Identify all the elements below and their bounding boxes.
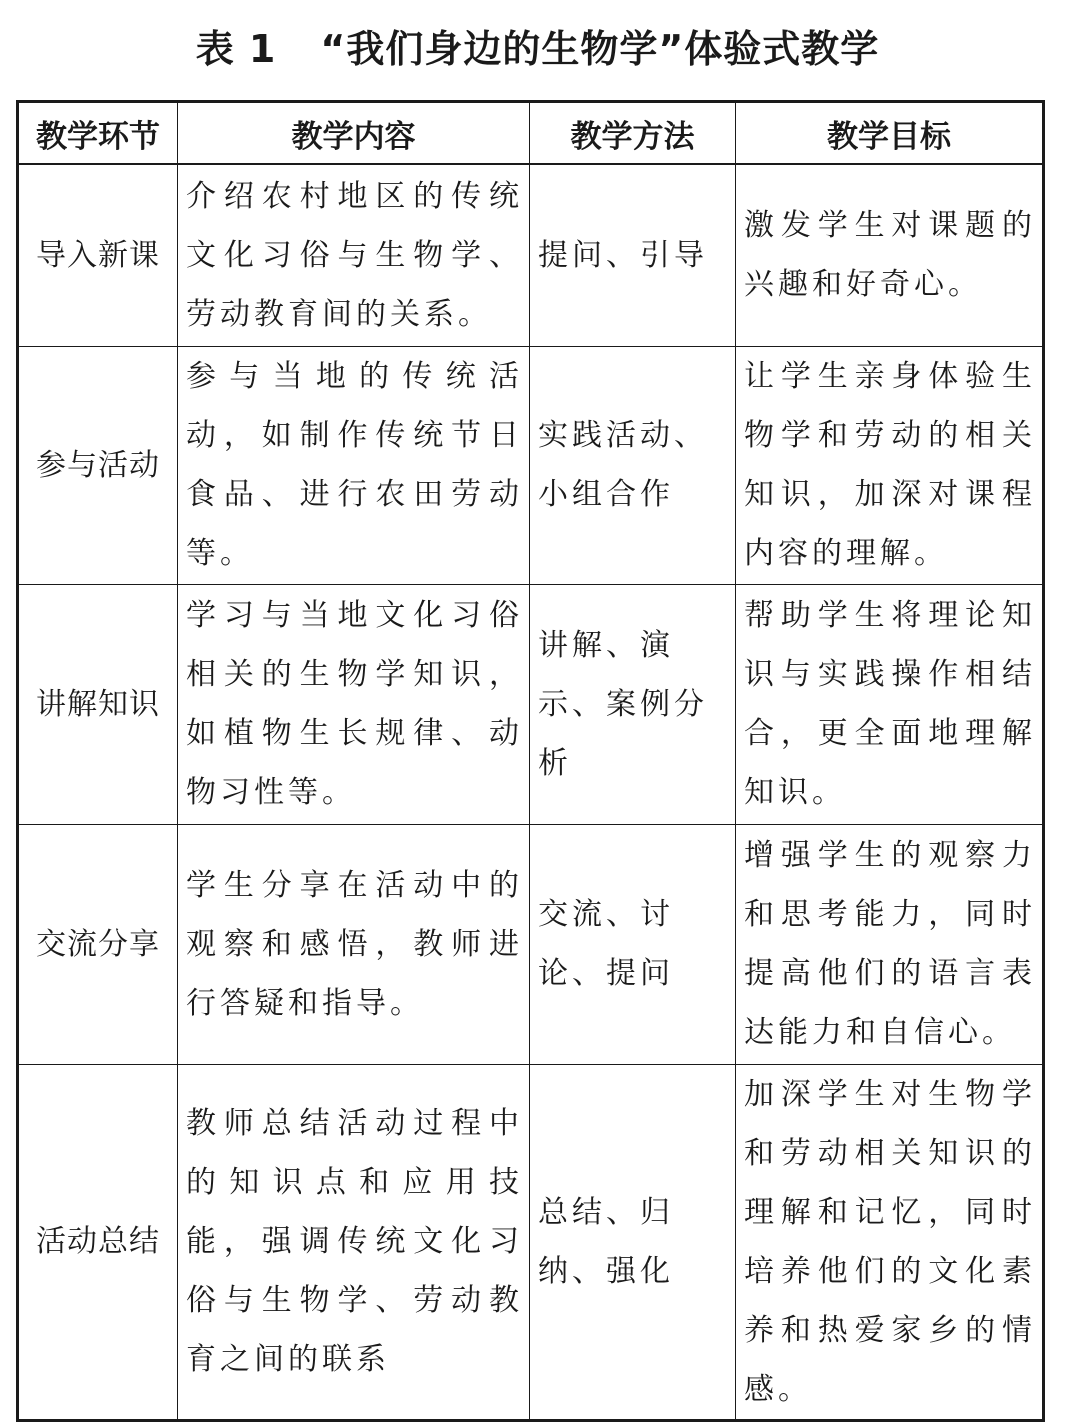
cell-content: 介绍农村地区的传统文化习俗与生物学、劳动教育间的关系。 xyxy=(178,164,530,346)
table-row xyxy=(18,1064,1044,1420)
cell-stage: 参与活动 xyxy=(18,346,178,584)
teaching-table xyxy=(16,100,1045,1422)
header-goal: 教学目标 xyxy=(736,102,1044,165)
cell-stage: 讲解知识 xyxy=(18,584,178,824)
table-row xyxy=(18,346,1044,584)
cell-goal: 增强学生的观察力和思考能力，同时提高他们的语言表达能力和自信心。 xyxy=(736,824,1044,1064)
cell-stage: 活动总结 xyxy=(18,1064,178,1420)
cell-stage: 导入新课 xyxy=(18,164,178,346)
cell-goal: 激发学生对课题的兴趣和好奇心。 xyxy=(736,164,1044,346)
cell-content: 参与当地的传统活动，如制作传统节日食品、进行农田劳动等。 xyxy=(178,346,530,584)
header-method: 教学方法 xyxy=(530,102,736,165)
cell-method: 讲解、演示、案例分析 xyxy=(530,584,736,824)
header-content: 教学内容 xyxy=(178,102,530,165)
cell-goal: 帮助学生将理论知识与实践操作相结合，更全面地理解知识。 xyxy=(736,584,1044,824)
table-row xyxy=(18,164,1044,346)
cell-method: 提问、引导 xyxy=(530,164,736,346)
table-caption: “我们身边的生物学”体验式教学 xyxy=(320,27,880,71)
cell-content: 教师总结活动过程中的知识点和应用技能，强调传统文化习俗与生物学、劳动教育之间的联系 xyxy=(178,1064,530,1420)
cell-method: 交流、讨论、提问 xyxy=(530,824,736,1064)
table-row xyxy=(18,824,1044,1064)
cell-stage: 交流分享 xyxy=(18,824,178,1064)
table-row xyxy=(18,584,1044,824)
cell-content: 学生分享在活动中的观察和感悟，教师进行答疑和指导。 xyxy=(178,824,530,1064)
table-number: 表 1 xyxy=(195,27,277,71)
header-row xyxy=(18,102,1044,165)
table-title xyxy=(0,18,1075,73)
cell-goal: 加深学生对生物学和劳动相关知识的理解和记忆，同时培养他们的文化素养和热爱家乡的情感。 xyxy=(736,1064,1044,1420)
cell-method: 实践活动、小组合作 xyxy=(530,346,736,584)
cell-goal: 让学生亲身体验生物学和劳动的相关知识，加深对课程内容的理解。 xyxy=(736,346,1044,584)
cell-content: 学习与当地文化习俗相关的生物学知识，如植物生长规律、动物习性等。 xyxy=(178,584,530,824)
cell-method: 总结、归纳、强化 xyxy=(530,1064,736,1420)
header-stage: 教学环节 xyxy=(18,102,178,165)
